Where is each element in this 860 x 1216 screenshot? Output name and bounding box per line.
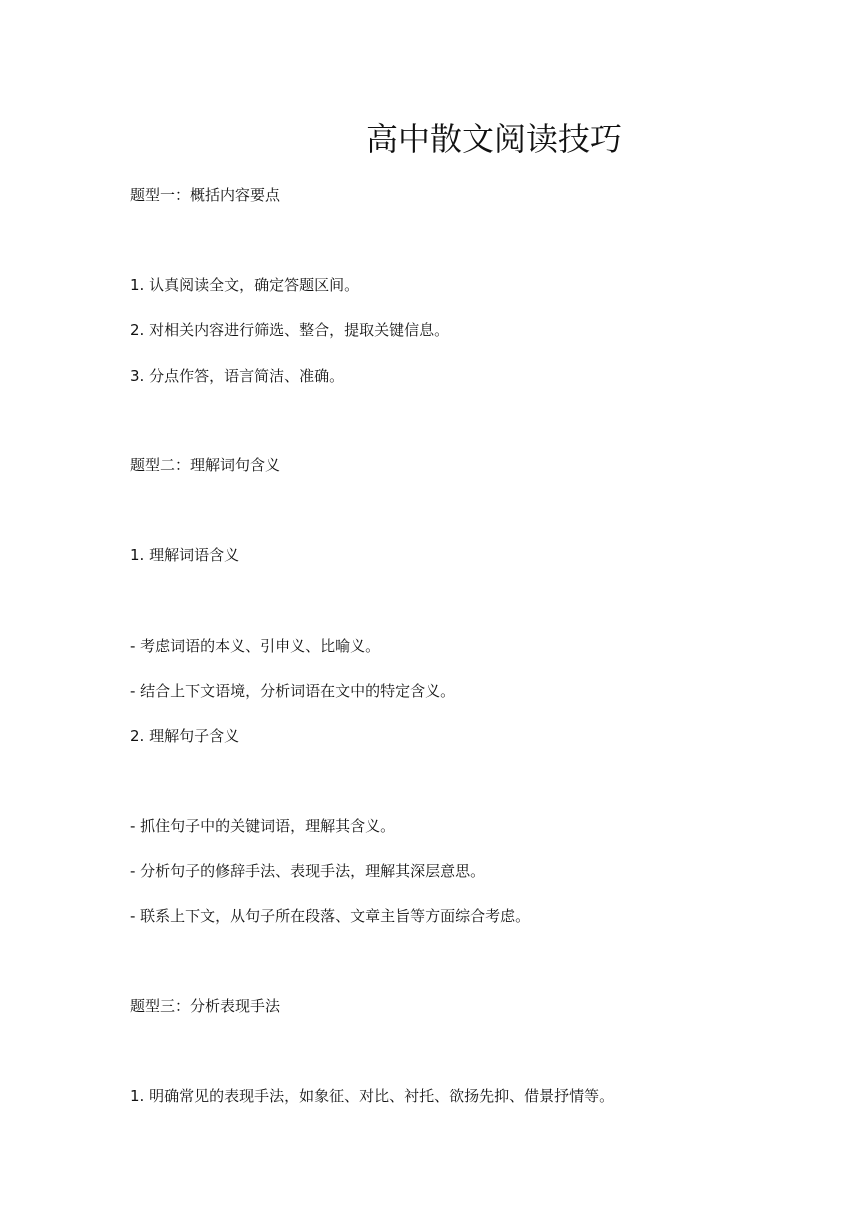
- list-item: 1. 认真阅读全文，确定答题区间。: [130, 276, 360, 294]
- list-item: - 联系上下文，从句子所在段落、文章主旨等方面综合考虑。: [130, 907, 531, 925]
- list-item: - 分析句子的修辞手法、表现手法，理解其深层意思。: [130, 862, 486, 880]
- list-item: - 结合上下文语境，分析词语在文中的特定含义。: [130, 682, 456, 700]
- section-heading: 题型一：概括内容要点: [130, 186, 281, 204]
- list-item: - 抓住句子中的关键词语，理解其含义。: [130, 817, 396, 835]
- list-item: - 考虑词语的本义、引申义、比喻义。: [130, 637, 381, 655]
- subheading: 1. 理解词语含义: [130, 546, 240, 564]
- section-heading: 题型二：理解词句含义: [130, 456, 281, 474]
- section-heading: 题型三：分析表现手法: [130, 997, 281, 1015]
- list-item: 3. 分点作答，语言简洁、准确。: [130, 367, 345, 385]
- list-item: 2. 对相关内容进行筛选、整合，提取关键信息。: [130, 321, 450, 339]
- list-item: 1. 明确常见的表现手法，如象征、对比、衬托、欲扬先抑、借景抒情等。: [130, 1087, 615, 1105]
- subheading: 2. 理解句子含义: [130, 727, 240, 745]
- document-title: 高中散文阅读技巧: [366, 120, 623, 158]
